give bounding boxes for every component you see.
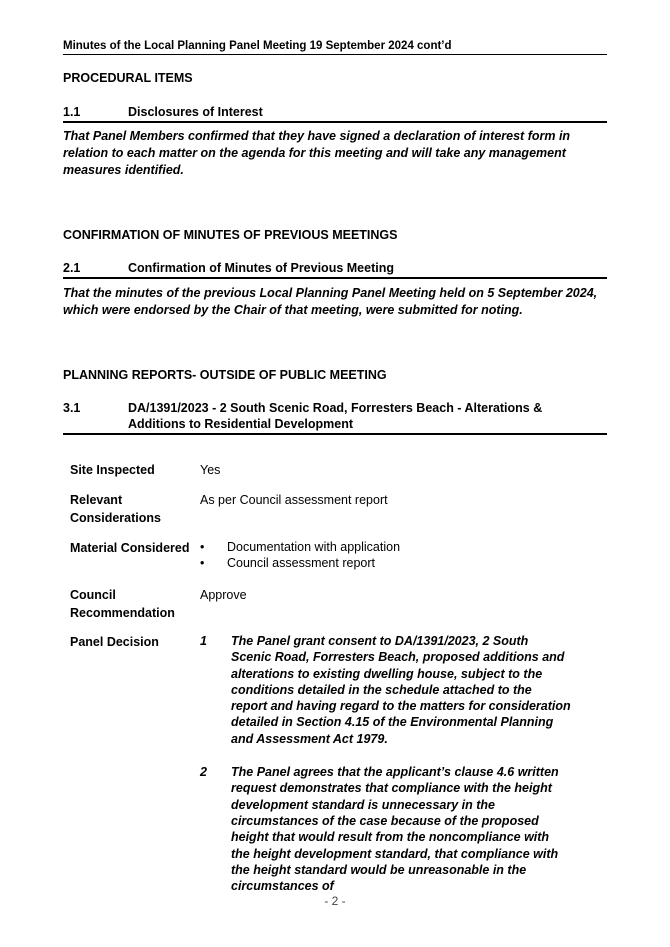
label-line-2: Considerations [70, 511, 161, 525]
item-number: 1.1 [63, 105, 81, 119]
value-material-considered [200, 539, 600, 571]
decision-item-2 [200, 764, 600, 894]
resolution-confirmation: That the minutes of the previous Local Planning Panel Meeting held on 5 September 2024, which were endorsed by the Chair of that meeting, were submitted for noting. [63, 286, 598, 317]
item-title-line-1: DA/1391/2023 - 2 South Scenic Road, Forresters Beach - Alterations & [128, 401, 543, 415]
value-panel-decision [200, 633, 600, 894]
item-title: Disclosures of Interest [128, 105, 263, 119]
label-line-1: Relevant [70, 493, 123, 507]
section-title-procedural: PROCEDURAL ITEMS [63, 71, 193, 85]
label-line-2: Recommendation [70, 606, 175, 620]
section-title-planning: PLANNING REPORTS- OUTSIDE OF PUBLIC MEETING [63, 368, 387, 382]
value-council-recommendation: Approve [200, 588, 247, 602]
resolution-disclosures: That Panel Members confirmed that they have signed a declaration of interest form in relation to each matter on the agenda for this meeting and will take any management measures identified. [63, 129, 571, 177]
item-title-line-2: Additions to Residential Development [128, 417, 354, 431]
list-item-text: Council assessment report [227, 556, 375, 570]
decision-number: 1 [200, 634, 207, 648]
label-site-inspected: Site Inspected [70, 463, 155, 477]
row-relevant-considerations [70, 491, 600, 527]
bullet-icon: • [200, 556, 205, 570]
label-council-recommendation [70, 586, 200, 622]
item-title [128, 400, 607, 432]
row-panel-decision [70, 633, 600, 894]
page-number: - 2 - [324, 894, 346, 908]
section-title-confirmation: CONFIRMATION OF MINUTES OF PREVIOUS MEETINGS [63, 228, 398, 242]
row-site-inspected [70, 461, 600, 479]
list-item [200, 539, 600, 555]
item-number: 3.1 [63, 401, 81, 415]
material-list [200, 539, 600, 571]
label-panel-decision: Panel Decision [70, 635, 159, 649]
list-item-text: Documentation with application [227, 540, 401, 554]
item-number: 2.1 [63, 261, 81, 275]
label-line-1: Council [70, 588, 116, 602]
decision-item-1 [200, 633, 600, 747]
label-relevant-considerations [70, 491, 200, 527]
value-relevant-considerations: As per Council assessment report [200, 493, 388, 507]
row-material-considered [70, 539, 600, 571]
label-material-considered: Material Considered [70, 541, 190, 555]
item-heading-confirmation [63, 260, 607, 279]
decision-text: The Panel grant consent to DA/1391/2023, 2 South Scenic Road, Forresters Beach, proposed additions and alterations to existing dwelling house, subject to the conditions detailed in the schedule attached to the report and having regard to the matters for consideration detailed in Section 4.15 of the Environmental Planning and Assessment Act 1979. [231, 634, 571, 746]
page-header: Minutes of the Local Planning Panel Meeting 19 September 2024 cont’d [63, 40, 607, 55]
bullet-icon: • [200, 540, 205, 554]
decision-number: 2 [200, 765, 207, 780]
row-council-recommendation [70, 586, 600, 622]
decision-text: The Panel agrees that the applicant’s clause 4.6 written request demonstrates that compliance with the height development standard is unnecessary in the circumstances of the case because of the proposed height that would result from the noncompliance with the height development standard, that compliance with the height standard would be unreasonable in the circumstances of [231, 765, 559, 894]
item-title: Confirmation of Minutes of Previous Meeting [128, 261, 394, 275]
list-item [200, 555, 600, 571]
value-site-inspected: Yes [200, 463, 221, 477]
item-heading-disclosures [63, 104, 607, 123]
item-heading-planning [63, 400, 607, 435]
